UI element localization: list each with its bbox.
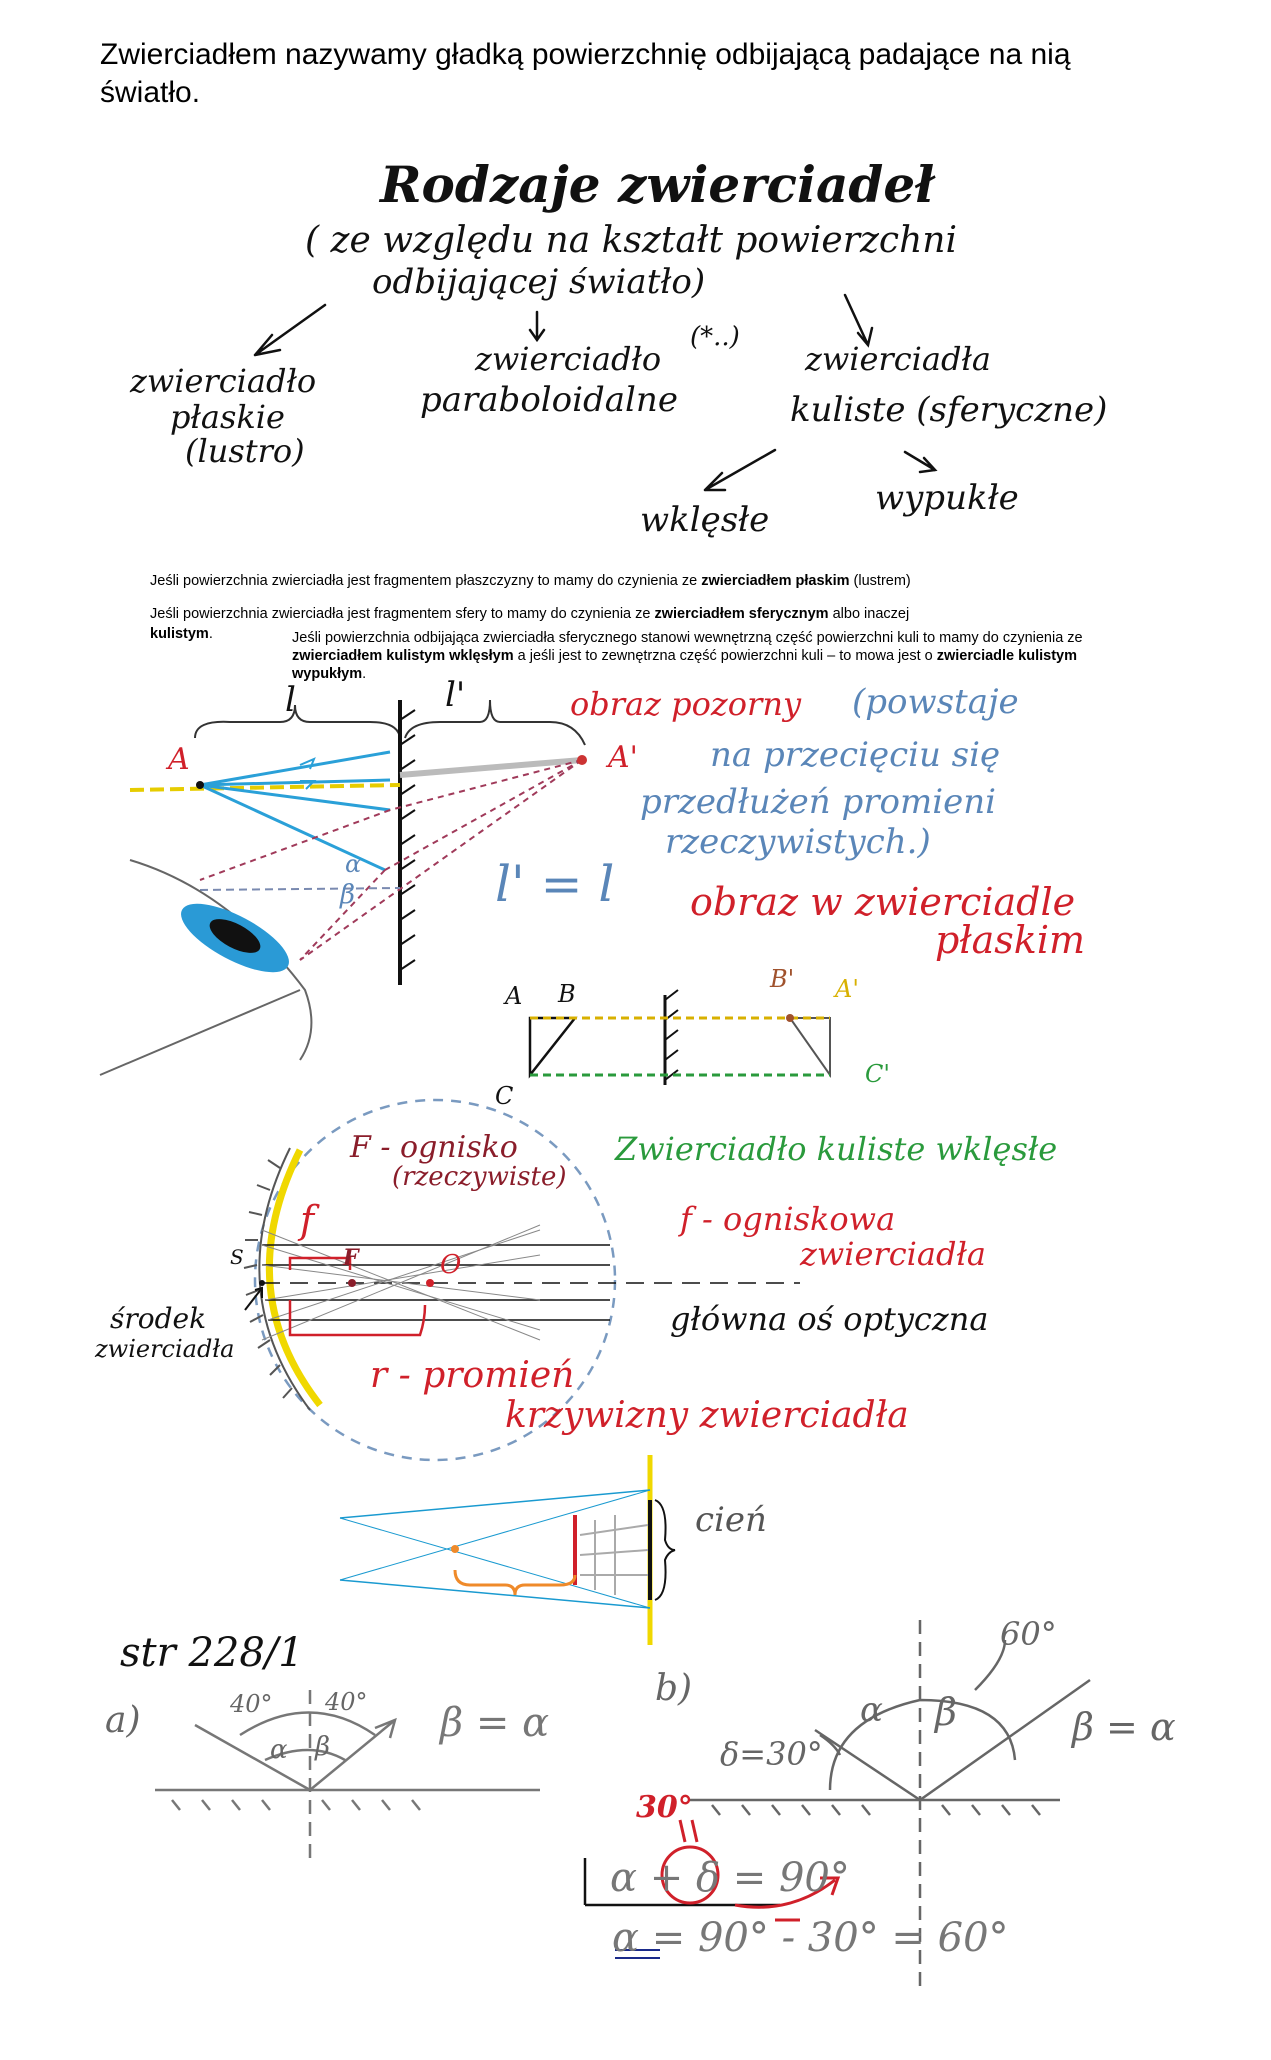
exercise-b-delta: δ=30° xyxy=(720,1735,823,1773)
virtual-note-1: (powstaje xyxy=(852,682,1019,722)
center-O: O xyxy=(440,1250,462,1280)
spherical-label-1: zwierciadła xyxy=(805,340,991,378)
p3-text-bold-2: zwierciadle kulistym wypukłym xyxy=(292,648,1077,682)
p1-text-a: Jeśli powierzchnia zwierciadła jest fragmentem płaszczyzny to mamy do czynienia ze xyxy=(150,573,702,589)
convex-label: wypukłe xyxy=(875,478,1019,518)
focal-length-label-1: f - ogniskowa xyxy=(680,1200,896,1238)
vertex-S: S xyxy=(230,1245,244,1269)
intro-text: Zwierciadłem nazywamy gładką powierzchnię odbijającą padające na nią światło. xyxy=(100,38,1071,109)
types-title: Rodzaje zwierciadeł xyxy=(380,155,935,214)
exercise-b-label: b) xyxy=(655,1668,693,1709)
point-A-prime: A' xyxy=(608,740,638,775)
paragraph-concave-convex xyxy=(292,629,1152,683)
p2-text-c: albo inaczej xyxy=(828,606,910,622)
exercise-a-equation: β = α xyxy=(440,1700,550,1746)
p2-text-a: Jeśli powierzchnia zwierciadła jest fragmentem sfery to mamy do czynienia ze xyxy=(150,606,655,622)
virtual-note-2: na przecięciu się xyxy=(710,735,1001,775)
p1-text-c: (lustrem) xyxy=(849,573,911,589)
types-subtitle-2: odbijającej światło) xyxy=(372,262,706,302)
angle-alpha: α xyxy=(345,850,362,878)
shadow-diagram xyxy=(340,1455,675,1645)
distance-l-prime: l' xyxy=(445,675,466,715)
mirror-center-label-1: środek xyxy=(110,1302,207,1335)
flat-mirror-label-2: płaskie xyxy=(170,398,285,436)
p3-text-c: a jeśli jest to zewnętrzna część powierzchni kuli – to mowa jest o xyxy=(513,648,937,664)
optical-axis-label: główna oś optyczna xyxy=(670,1300,989,1338)
concave-label: wklęsłe xyxy=(640,500,770,540)
virtual-image-label: obraz pozorny xyxy=(570,685,802,723)
paragraph-spherical xyxy=(150,605,1050,623)
exercise-reference: str 228/1 xyxy=(120,1630,304,1676)
arrow-to-spherical xyxy=(845,295,872,345)
radius-label-1: r - promień xyxy=(370,1355,575,1396)
arrow-to-concave xyxy=(705,450,775,490)
label-C-prime: C' xyxy=(865,1060,890,1088)
label-B-prime: B' xyxy=(770,965,795,993)
p3-text-e: . xyxy=(362,666,367,682)
radius-label-2: krzywizny zwierciadła xyxy=(505,1395,909,1436)
angle-beta: β xyxy=(340,880,356,910)
exercise-b-equation: β = α xyxy=(1072,1705,1176,1749)
flat-mirror-label-3: (lustro) xyxy=(185,432,305,470)
focal-length-label-2: zwierciadła xyxy=(800,1235,986,1273)
p2-text-dot: . xyxy=(208,626,213,642)
label-A-prime-small: A' xyxy=(835,975,859,1003)
p2-text-kulistym: kulistym xyxy=(150,626,209,642)
paragraph-plane xyxy=(150,572,1150,590)
exercise-a-angle-left: 40° xyxy=(230,1690,273,1718)
label-B-small: B xyxy=(558,980,576,1008)
mirror-center-label-2: zwierciadła xyxy=(95,1335,235,1363)
virtual-note-3: przedłużeń promieni xyxy=(640,782,996,822)
parabolic-note: (*..) xyxy=(690,322,740,352)
label-C-small: C xyxy=(495,1082,514,1110)
plane-image-label-2: płaskim xyxy=(935,918,1086,962)
exercise-a-label: a) xyxy=(105,1700,141,1741)
types-subtitle-1: ( ze względu na kształt powierzchni xyxy=(305,220,957,261)
plane-image-label-1: obraz w zwierciadle xyxy=(690,880,1076,924)
exercise-b-30: 30° xyxy=(636,1790,693,1825)
exercise-a-alpha: α xyxy=(270,1735,288,1765)
p2-text-bold: zwierciadłem sferycznym xyxy=(654,606,829,622)
arrow-to-parabolic xyxy=(530,312,544,340)
point-A: A xyxy=(168,742,190,777)
shadow-label: cień xyxy=(695,1500,767,1540)
distance-l: l xyxy=(285,680,296,720)
parabolic-label-1: zwierciadło xyxy=(475,340,662,378)
p3-text-a: Jeśli powierzchnia odbijająca zwierciadła sferycznego stanowi wewnętrzną część powierzchni kuli to mamy do czynienia ze xyxy=(292,630,1083,646)
arrow-to-convex xyxy=(905,452,935,472)
exercise-b-beta: β xyxy=(935,1690,957,1734)
exercise-b-equation-1: α + δ = 90° xyxy=(610,1855,850,1901)
flat-mirror-label-1: zwierciadło xyxy=(130,362,317,400)
focus-label-2: (rzeczywiste) xyxy=(392,1162,567,1192)
exercise-a-beta: β xyxy=(315,1732,331,1762)
paragraph-kulistym xyxy=(150,625,213,643)
virtual-note-4: rzeczywistych.) xyxy=(665,822,931,862)
p3-text-bold-1: zwierciadłem kulistym wklęsłym xyxy=(292,648,514,664)
spherical-label-2: kuliste (sferyczne) xyxy=(790,390,1108,430)
exercise-a-angle-right: 40° xyxy=(325,1688,368,1716)
focal-length-f: f xyxy=(300,1198,315,1242)
p1-text-bold: zwierciadłem płaskim xyxy=(701,573,850,589)
focus-F: F xyxy=(343,1245,359,1271)
concave-mirror-title: Zwierciadło kuliste wklęsłe xyxy=(615,1130,1058,1168)
focus-label-1: F - ognisko xyxy=(350,1130,518,1165)
exercise-b-alpha: α xyxy=(860,1690,883,1730)
label-A-small: A xyxy=(505,982,523,1010)
arrow-to-flat xyxy=(255,305,325,355)
parabolic-label-2: paraboloidalne xyxy=(420,380,678,420)
equation-l: l' = l xyxy=(495,855,615,913)
exercise-b-equation-2: α = 90° - 30° = 60° xyxy=(612,1915,1009,1961)
exercise-b-60: 60° xyxy=(1000,1615,1057,1653)
